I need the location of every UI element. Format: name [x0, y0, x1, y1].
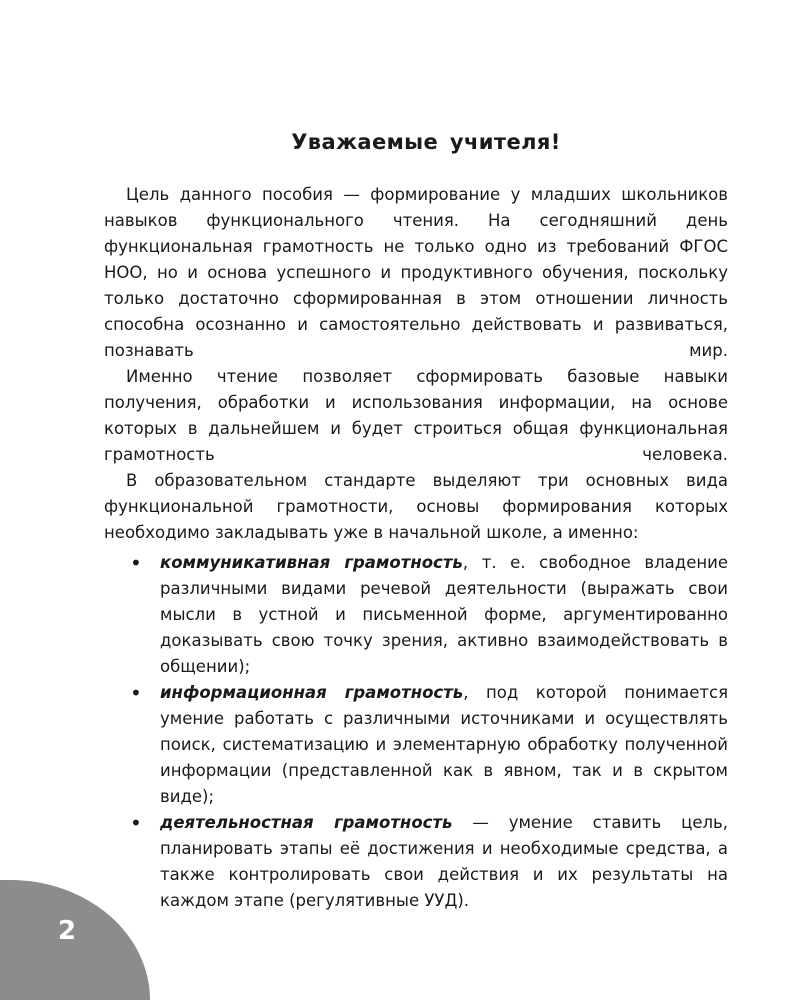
term-description: , т. е. свободное владение различными видами речевой деятельности (выражать свои мысли в устной и письменной форме, аргументированно доказывать свою точку зрения, активно взаимодействовать в общении);: [160, 553, 729, 676]
bullet-icon: •: [130, 811, 142, 835]
intro-text: [104, 182, 728, 546]
term-description: , под которой понимается умение работать с различными источниками и осуществлять поиск, систематизацию и элементарную обработку полученной информации (представленной как в явном, так и в скрытом виде);: [160, 683, 729, 806]
term-activity: деятельностная грамотность: [160, 813, 453, 832]
bullet-icon: •: [130, 681, 142, 705]
list-item-text: [160, 550, 728, 680]
list-item: [104, 810, 728, 914]
term-communicative: коммуникативная грамотность: [160, 553, 463, 572]
list-item: [104, 680, 728, 810]
term-informational: информационная грамотность: [160, 683, 464, 702]
paragraph-1: Цель данного пособия — формирование у младших школьников навыков функционального чтения. На сегодняшний день функциональная грамотность не только одно из требований ФГОС НОО, но и основа успешного и продуктивного обучения, поскольку только достаточно сформированная в этом отношении личность способна осознанно и самостоятельно действовать и развиваться, познавать мир.: [104, 185, 728, 360]
paragraph-3: В образовательном стандарте выделяют три основных вида функциональной грамотности, основы формирования которых необходимо закладывать уже в начальной школе, а именно:: [104, 471, 728, 542]
list-item-text: [160, 810, 728, 914]
bullet-icon: •: [130, 551, 142, 575]
list-item: [104, 550, 728, 680]
page-number: 2: [58, 916, 77, 946]
page-title: Уважаемые учителя!: [291, 130, 561, 154]
paragraph-2: Именно чтение позволяет сформировать базовые навыки получения, обработки и использования информации, на основе которых в дальнейшем и будет строиться общая функциональная грамотность человека.: [104, 367, 728, 464]
term-description: — умение ставить цель, планировать этапы её достижения и необходимые средства, а также контролировать свои действия и их результаты на каждом этапе (регулятивные УУД).: [160, 813, 728, 910]
list-item-text: [160, 680, 728, 810]
literacy-types-list: [104, 550, 728, 914]
